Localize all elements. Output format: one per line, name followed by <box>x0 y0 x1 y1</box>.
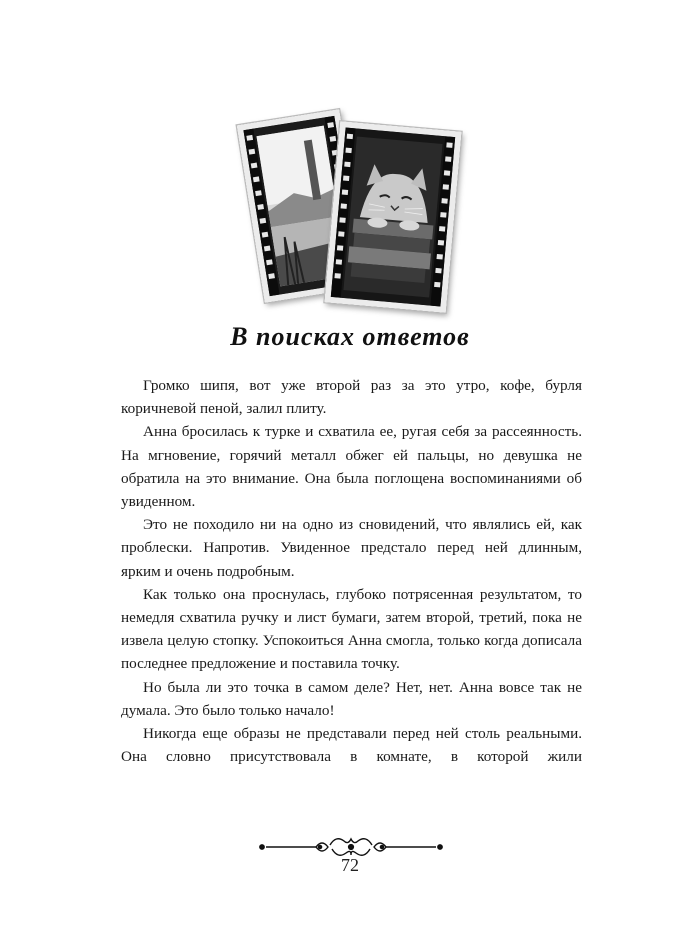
body-text <box>121 374 582 768</box>
paragraph: Как только она проснулась, глубоко потрясенная результатом, то немедля схватила ручку и лист бумаги, затем второй, третий, пока не извела целую стопку. Успокоиться Анна смогла, только когда дописала последнее предложение и поставила точку. <box>121 585 582 673</box>
paragraph: Никогда еще образы не представали перед ней столь реальными. Она словно присутствовала в комнате, в которой жили <box>121 725 582 766</box>
paragraph: Анна бросилась к турке и схватила ее, ругая себя за рассеянность. На мгновение, горячий металл обжег ей пальцы, но девушка не обратила на это внимание. Она была поглощена воспоминаниями об увиденном. <box>121 423 582 511</box>
paragraph: Но была ли это точка в самом деле? Нет, нет. Анна вовсе так не думала. Это было только начало! <box>121 678 582 719</box>
cat-on-books-photo-icon <box>324 121 461 313</box>
chapter-illustration <box>248 110 458 310</box>
chapter-title: В поисках ответов <box>230 322 470 351</box>
page-number: 72 <box>341 855 359 875</box>
paragraph: Это не походило ни на одно из сновидений, что являлись ей, как проблески. Напротив. Увиденное предстало перед ней длинным, ярким и очень подробным. <box>121 516 582 580</box>
paragraph: Громко шипя, вот уже второй раз за это утро, кофе, бурля коричневой пеной, залил плиту. <box>121 377 582 418</box>
